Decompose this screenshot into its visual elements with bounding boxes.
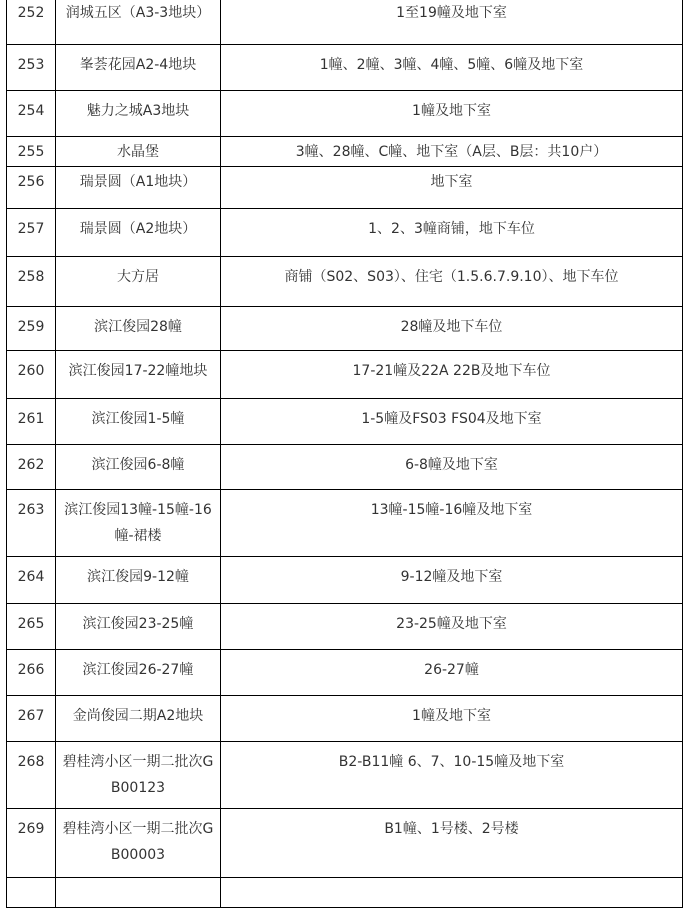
row-number: 252 [7, 0, 56, 45]
building-scope: 3幢、28幢、C幢、地下室（A层、B层：共10户） [221, 137, 683, 167]
row-number: 253 [7, 45, 56, 91]
project-name: 滨江俊园9-12幢 [56, 557, 221, 604]
project-name: 魅力之城A3地块 [56, 91, 221, 137]
project-name: 滨江俊园23-25幢 [56, 604, 221, 650]
table-row [7, 490, 683, 557]
building-scope: B1幢、1号楼、2号楼 [221, 809, 683, 878]
row-number: 267 [7, 696, 56, 742]
row-number: 254 [7, 91, 56, 137]
building-scope: 1幢及地下室 [221, 696, 683, 742]
project-name [56, 878, 221, 908]
project-name: 碧桂湾小区一期二批次GB00003 [56, 809, 221, 878]
table-row [7, 445, 683, 490]
project-name: 滨江俊园26-27幢 [56, 650, 221, 696]
row-number: 260 [7, 351, 56, 399]
building-scope [221, 878, 683, 908]
table-row [7, 604, 683, 650]
table-row [7, 742, 683, 809]
building-scope: 28幢及地下车位 [221, 307, 683, 351]
project-name: 润城五区（A3-3地块） [56, 0, 221, 45]
building-scope: 1、2、3幢商铺，地下车位 [221, 209, 683, 257]
row-number: 268 [7, 742, 56, 809]
table-row [7, 696, 683, 742]
building-scope: B2-B11幢 6、7、10-15幢及地下室 [221, 742, 683, 809]
table-row [7, 650, 683, 696]
row-number: 266 [7, 650, 56, 696]
table-row [7, 167, 683, 209]
project-name: 滨江俊园6-8幢 [56, 445, 221, 490]
building-scope: 1幢、2幢、3幢、4幢、5幢、6幢及地下室 [221, 45, 683, 91]
table-row [7, 45, 683, 91]
row-number [7, 878, 56, 908]
table-row [7, 399, 683, 445]
building-scope: 6-8幢及地下室 [221, 445, 683, 490]
row-number: 269 [7, 809, 56, 878]
row-number: 262 [7, 445, 56, 490]
project-name: 滨江俊园28幢 [56, 307, 221, 351]
building-scope: 17-21幢及22A 22B及地下车位 [221, 351, 683, 399]
row-number: 264 [7, 557, 56, 604]
row-number: 261 [7, 399, 56, 445]
building-scope: 地下室 [221, 167, 683, 209]
table-row [7, 0, 683, 45]
project-name: 金尚俊园二期A2地块 [56, 696, 221, 742]
project-name: 瑞景圆（A1地块） [56, 167, 221, 209]
table-row [7, 557, 683, 604]
row-number: 256 [7, 167, 56, 209]
project-name: 大方居 [56, 257, 221, 307]
row-number: 259 [7, 307, 56, 351]
project-name: 滨江俊园13幢-15幢-16幢-裙楼 [56, 490, 221, 557]
building-scope: 1-5幢及FS03 FS04及地下室 [221, 399, 683, 445]
table-row [7, 307, 683, 351]
project-name: 水晶堡 [56, 137, 221, 167]
table-row [7, 209, 683, 257]
building-scope: 26-27幢 [221, 650, 683, 696]
table-row [7, 809, 683, 878]
table-row [7, 91, 683, 137]
table-row [7, 351, 683, 399]
row-number: 257 [7, 209, 56, 257]
project-name: 滨江俊园17-22幢地块 [56, 351, 221, 399]
row-number: 265 [7, 604, 56, 650]
project-name: 碧桂湾小区一期二批次GB00123 [56, 742, 221, 809]
table-body [7, 0, 683, 908]
table-row [7, 257, 683, 307]
building-scope: 商铺（S02、S03）、住宅（1.5.6.7.9.10）、地下车位 [221, 257, 683, 307]
project-table [6, 0, 683, 908]
building-scope: 23-25幢及地下室 [221, 604, 683, 650]
project-name: 滨江俊园1-5幢 [56, 399, 221, 445]
building-scope: 1至19幢及地下室 [221, 0, 683, 45]
row-number: 263 [7, 490, 56, 557]
building-scope: 1幢及地下室 [221, 91, 683, 137]
table-row [7, 137, 683, 167]
project-name: 峯荟花园A2-4地块 [56, 45, 221, 91]
row-number: 255 [7, 137, 56, 167]
table-row [7, 878, 683, 908]
building-scope: 13幢-15幢-16幢及地下室 [221, 490, 683, 557]
building-scope: 9-12幢及地下室 [221, 557, 683, 604]
row-number: 258 [7, 257, 56, 307]
project-name: 瑞景圆（A2地块） [56, 209, 221, 257]
